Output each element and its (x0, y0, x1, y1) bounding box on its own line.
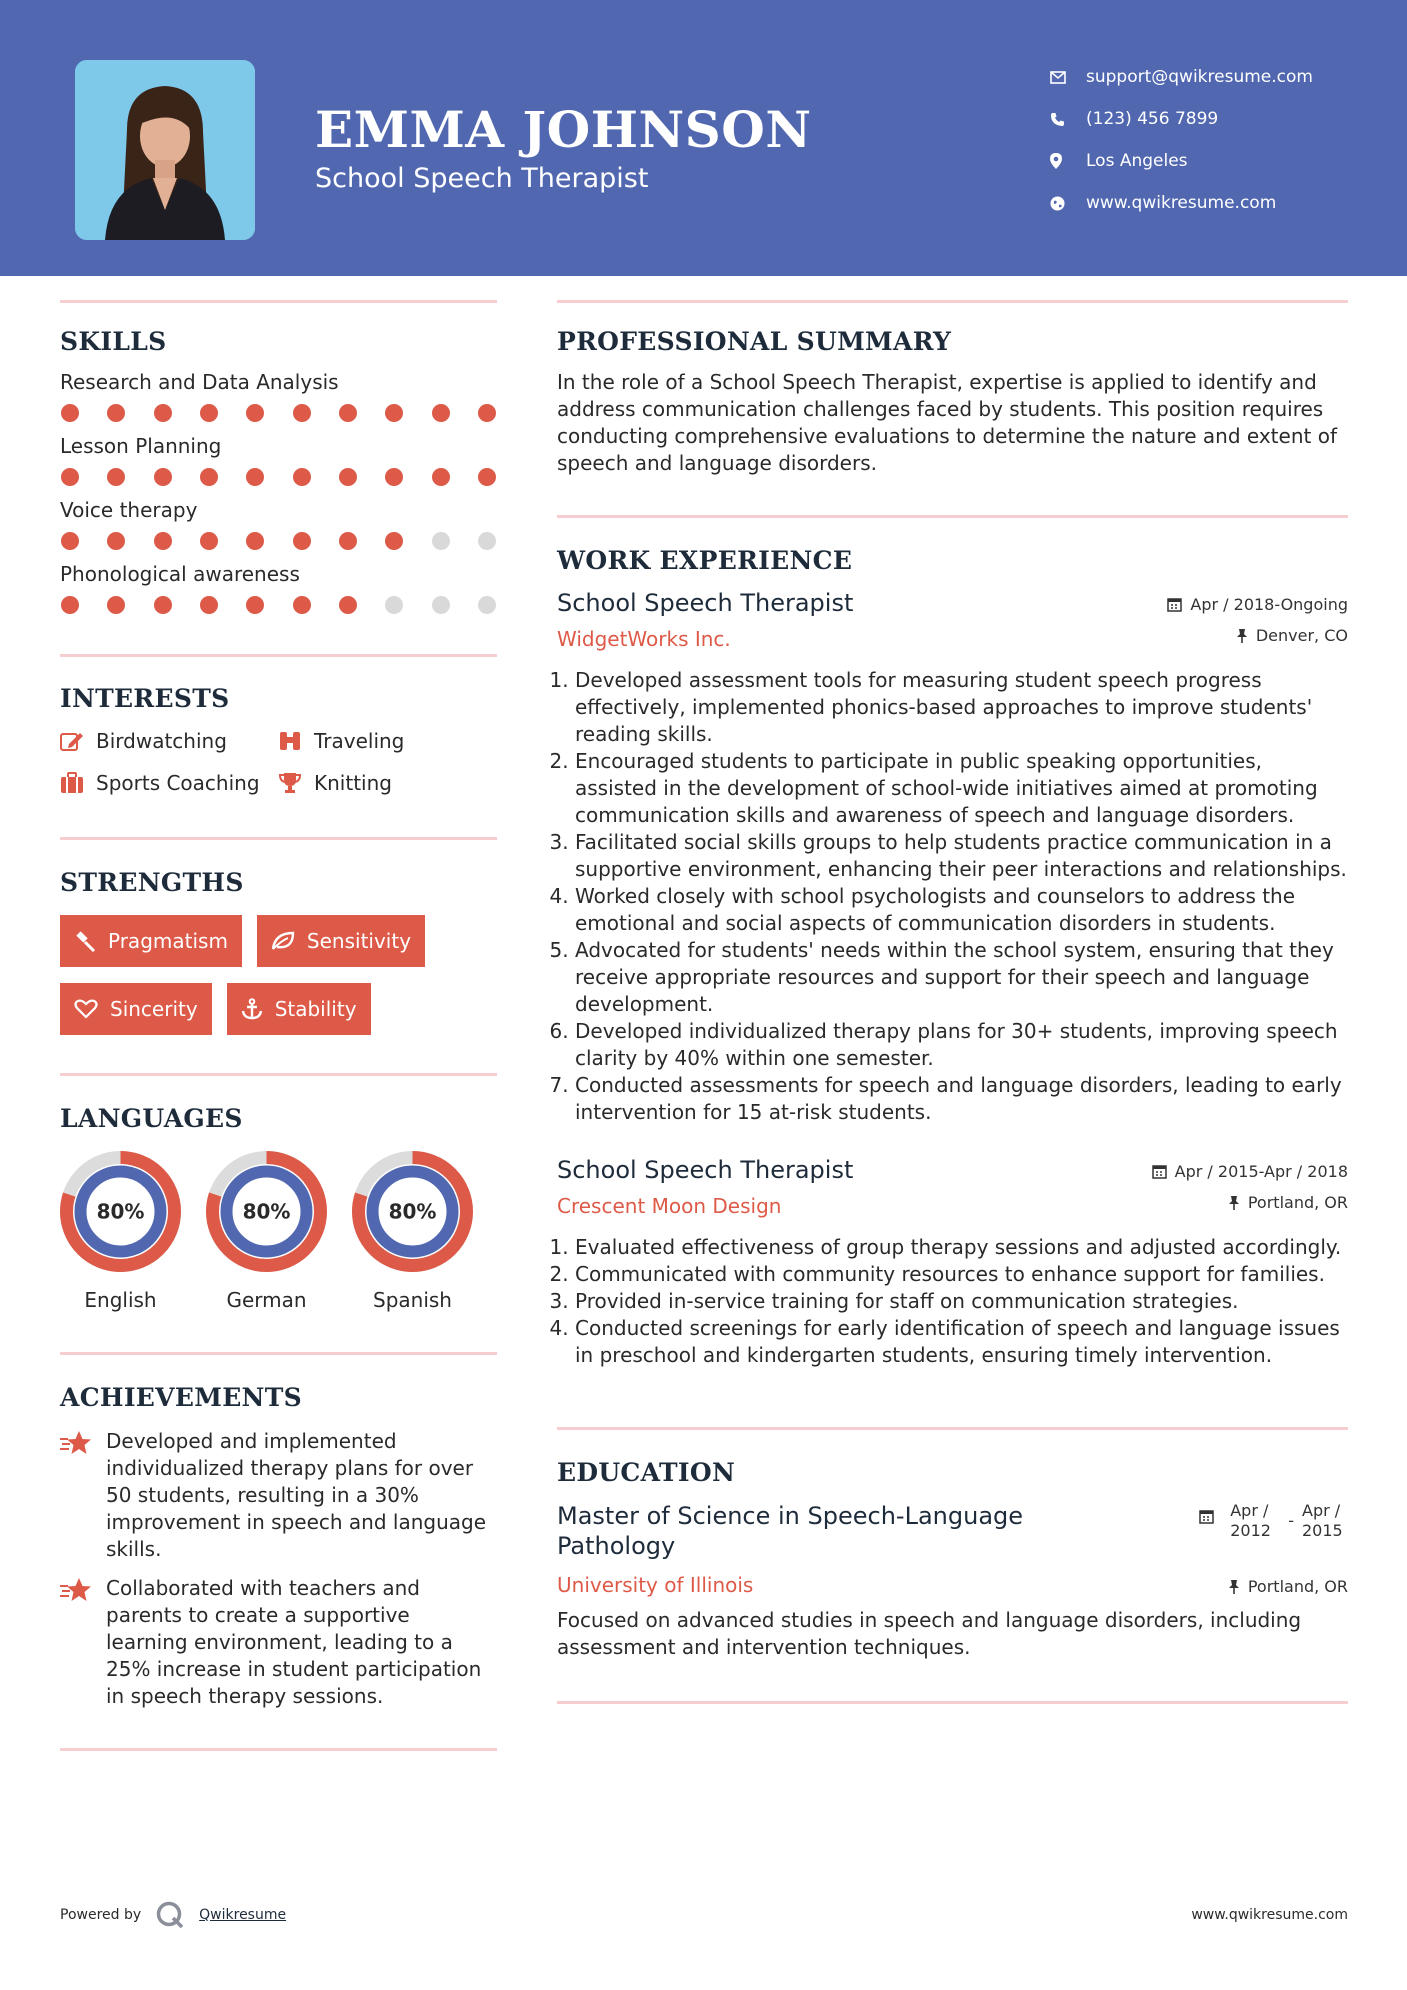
languages-list (60, 1151, 497, 1312)
education-header (557, 1501, 1348, 1561)
footer (60, 1900, 1348, 1930)
list-item: 2. Communicated with community resources to enhance support for families. (575, 1261, 1348, 1288)
rating-dot-filled (107, 404, 125, 422)
rating-dot-filled (246, 404, 264, 422)
strengths-title: STRENGTHS (60, 868, 244, 897)
strength-tag (60, 983, 212, 1035)
strength-label: Stability (274, 997, 357, 1021)
powered-by (60, 1900, 286, 1930)
strength-tag (227, 983, 371, 1035)
achievement-item (60, 1575, 497, 1710)
contact-phone-text: (123) 456 7899 (1086, 109, 1219, 129)
profile-photo (75, 60, 255, 240)
summary-section (557, 327, 1348, 477)
experience-title: WORK EXPERIENCE (557, 546, 853, 575)
pin-icon (1228, 1195, 1240, 1210)
achievement-text: Developed and implemented individualized therapy plans for over 50 students, resulting in a 30% improvement in speech and language skills. (106, 1429, 486, 1561)
rating-dot-filled (154, 468, 172, 486)
rating-dot-filled (385, 468, 403, 486)
avatar (75, 60, 255, 240)
section-divider (60, 654, 497, 657)
rating-dot-filled (339, 532, 357, 550)
job-entry (557, 1156, 1348, 1369)
rating-dot-filled (478, 404, 496, 422)
language-donut (206, 1151, 327, 1272)
rating-dot-filled (154, 532, 172, 550)
rating-dot-filled (478, 468, 496, 486)
education-title: EDUCATION (557, 1458, 736, 1487)
list-item: 4. Worked closely with school psychologists and counselors to address the emotional and social aspects of communication disorders in students. (575, 883, 1348, 937)
job-entry (557, 589, 1348, 1126)
rating-dot-filled (293, 532, 311, 550)
rating-dot-filled (339, 404, 357, 422)
language-name: Spanish (373, 1288, 452, 1312)
job-meta (1152, 1156, 1348, 1218)
job-header (557, 1156, 1348, 1218)
language-item (60, 1151, 181, 1312)
education-start: Apr / 2012 (1230, 1501, 1271, 1540)
interests-list (60, 729, 497, 795)
resume-header (0, 0, 1407, 276)
skill-rating (60, 468, 497, 486)
rating-dot-filled (200, 596, 218, 614)
skill-rating (60, 404, 497, 422)
rating-dot-filled (200, 404, 218, 422)
rating-dot-filled (432, 468, 450, 486)
rating-dot-filled (339, 468, 357, 486)
rating-dot-filled (200, 532, 218, 550)
language-percent: 80% (242, 1199, 291, 1224)
job-dates: Apr / 2015-Apr / 2018 (1174, 1162, 1348, 1181)
education-description: Focused on advanced studies in speech and language disorders, including assessment and intervention techniques. (557, 1608, 1302, 1659)
list-item: 4. Conducted screenings for early identification of speech and language issues in preschool and kindergarten students, ensuring timely intervention. (575, 1315, 1348, 1369)
rating-dot-filled (107, 468, 125, 486)
job-header (557, 589, 1348, 651)
language-donut (352, 1151, 473, 1272)
section-divider (60, 1073, 497, 1076)
skill-rating (60, 532, 497, 550)
anchor-icon (241, 998, 263, 1020)
rating-dot-empty (432, 532, 450, 550)
star-icon (60, 1428, 106, 1563)
rating-dot-empty (478, 596, 496, 614)
rating-dot-filled (154, 596, 172, 614)
list-item: 1. Developed assessment tools for measuring student speech progress effectively, implemented phonics-based approaches to improve students' reading skills. (575, 667, 1348, 748)
calendar-icon (1199, 1509, 1214, 1524)
rating-dot-filled (61, 468, 79, 486)
rating-dot-empty (385, 596, 403, 614)
powered-by-label: Powered by (60, 1907, 142, 1923)
list-item: 2. Encouraged students to participate in public speaking opportunities, assisted in the development of school-wide initiatives aimed at promoting communication skills and awareness of speech and language disorders. (575, 748, 1348, 829)
rating-dot-empty (432, 596, 450, 614)
skill-name: Phonological awareness (60, 562, 300, 586)
education-dates (1199, 1501, 1348, 1561)
strength-label: Sincerity (110, 997, 198, 1021)
language-item (206, 1151, 327, 1312)
rating-dot-filled (385, 404, 403, 422)
right-column (557, 300, 1348, 1704)
education-location: Portland, OR (1247, 1577, 1348, 1596)
phone-icon (1050, 112, 1086, 127)
briefcase-icon (60, 772, 84, 794)
list-item: 3. Provided in-service training for staff on communication strategies. (575, 1288, 1348, 1315)
section-divider (557, 1701, 1348, 1704)
rating-dot-filled (246, 468, 264, 486)
brand-link[interactable]: Qwikresume (199, 1907, 287, 1923)
section-divider (557, 1427, 1348, 1430)
binoculars-icon (278, 730, 302, 752)
contact-phone[interactable] (1050, 98, 1390, 140)
pin-icon (1236, 628, 1248, 643)
language-name: English (84, 1288, 157, 1312)
strength-tag (60, 915, 242, 967)
rating-dot-filled (200, 468, 218, 486)
contact-website-text: www.qwikresume.com (1086, 193, 1277, 213)
strength-label: Sensitivity (306, 929, 412, 953)
skill-rating (60, 596, 497, 614)
section-divider (60, 300, 497, 303)
rating-dot-filled (293, 596, 311, 614)
rating-dot-filled (339, 596, 357, 614)
rating-dot-filled (61, 596, 79, 614)
summary-text: In the role of a School Speech Therapist, expertise is applied to identify and address communication challenges faced by students. This position requires conducting comprehensive evaluations to determine the nature and extent of speech and language disorders. (557, 370, 1337, 475)
rating-dot-filled (293, 404, 311, 422)
footer-website[interactable]: www.qwikresume.com (1191, 1907, 1348, 1923)
job-bullets (557, 1234, 1348, 1369)
job-title: School Speech Therapist (557, 589, 854, 617)
candidate-role: School Speech Therapist (315, 163, 649, 194)
rating-dot-filled (61, 404, 79, 422)
rating-dot-empty (478, 532, 496, 550)
achievement-item (60, 1428, 497, 1563)
rating-dot-filled (61, 532, 79, 550)
languages-section (60, 1104, 497, 1312)
education-dash: - (1288, 1511, 1294, 1530)
education-section (557, 1458, 1348, 1661)
list-item: 1. Evaluated effectiveness of group therapy sessions and adjusted accordingly. (575, 1234, 1348, 1261)
contact-location (1050, 140, 1390, 182)
interest-label: Traveling (314, 729, 405, 753)
skill-name: Lesson Planning (60, 434, 222, 458)
gavel-icon (74, 930, 96, 952)
interest-label: Birdwatching (96, 729, 227, 753)
contact-list (1050, 56, 1390, 224)
interest-item (278, 771, 497, 795)
interest-label: Sports Coaching (96, 771, 260, 795)
rating-dot-filled (246, 596, 264, 614)
strengths-list (60, 915, 497, 1035)
interest-item (60, 729, 278, 753)
globe-icon (1050, 196, 1086, 211)
rating-dot-filled (107, 532, 125, 550)
summary-title: PROFESSIONAL SUMMARY (557, 327, 952, 356)
school-name: University of Illinois (557, 1573, 754, 1597)
leaf-icon (271, 931, 295, 951)
calendar-icon (1167, 597, 1182, 612)
candidate-name: EMMA JOHNSON (315, 100, 812, 159)
language-item (352, 1151, 473, 1312)
skills-list (60, 370, 497, 614)
rating-dot-filled (154, 404, 172, 422)
job-bullets (557, 667, 1348, 1126)
skill-name: Research and Data Analysis (60, 370, 339, 394)
trophy-icon (278, 772, 302, 794)
qwikresume-logo-icon (155, 1900, 185, 1930)
degree-title: Master of Science in Speech-Language Pathology (557, 1502, 1024, 1560)
contact-location-text: Los Angeles (1086, 151, 1188, 171)
contact-website[interactable] (1050, 182, 1390, 224)
achievements-title: ACHIEVEMENTS (60, 1383, 302, 1412)
section-divider (60, 1748, 497, 1751)
strengths-section (60, 868, 497, 1035)
list-item: 6. Developed individualized therapy plans for 30+ students, improving speech clarity by 40% within one semester. (575, 1018, 1348, 1072)
interest-label: Knitting (314, 771, 392, 795)
education-sub (557, 1565, 1348, 1597)
section-divider (557, 300, 1348, 303)
job-location: Portland, OR (1247, 1193, 1348, 1212)
job-title: School Speech Therapist (557, 1156, 854, 1184)
list-item: 5. Advocated for students' needs within the school system, ensuring that they receive appropriate resources and support for their speech and language development. (575, 937, 1348, 1018)
pin-icon (1228, 1579, 1240, 1594)
skill-name: Voice therapy (60, 498, 198, 522)
achievements-section (60, 1383, 497, 1710)
education-location-row (1228, 1565, 1348, 1597)
achievement-text: Collaborated with teachers and parents to create a supportive learning environment, leading to a 25% increase in student participation in speech therapy sessions. (106, 1576, 482, 1708)
language-percent: 80% (388, 1199, 437, 1224)
skills-section (60, 327, 497, 614)
location-icon (1050, 153, 1086, 169)
heart-icon (74, 999, 98, 1019)
rating-dot-filled (107, 596, 125, 614)
interests-title: INTERESTS (60, 684, 230, 713)
rating-dot-filled (293, 468, 311, 486)
section-divider (60, 1352, 497, 1355)
strength-label: Pragmatism (108, 929, 228, 953)
list-item: 3. Facilitated social skills groups to help students practice communication in a supportive environment, enhancing their peer interactions and relationships. (575, 829, 1348, 883)
language-name: German (226, 1288, 307, 1312)
languages-title: LANGUAGES (60, 1104, 243, 1133)
job-meta (1167, 589, 1348, 651)
star-icon (60, 1575, 106, 1710)
pencil-icon (60, 730, 84, 752)
calendar-icon (1152, 1164, 1167, 1179)
section-divider (557, 515, 1348, 518)
email-icon (1050, 71, 1086, 84)
language-donut (60, 1151, 181, 1272)
language-percent: 80% (96, 1199, 145, 1224)
list-item: 7. Conducted assessments for speech and language disorders, leading to early intervention for 15 at-risk students. (575, 1072, 1348, 1126)
contact-email-text: support@qwikresume.com (1086, 67, 1313, 87)
section-divider (60, 837, 497, 840)
experience-section (557, 546, 1348, 1369)
rating-dot-filled (246, 532, 264, 550)
education-end: Apr / 2015 (1302, 1501, 1343, 1540)
interest-item (60, 771, 278, 795)
job-company: WidgetWorks Inc. (557, 627, 731, 651)
skills-title: SKILLS (60, 327, 167, 356)
interest-item (278, 729, 497, 753)
job-dates: Apr / 2018-Ongoing (1190, 595, 1348, 614)
rating-dot-filled (432, 404, 450, 422)
strength-tag (257, 915, 425, 967)
left-column (60, 300, 497, 1751)
job-location: Denver, CO (1255, 626, 1348, 645)
rating-dot-filled (385, 532, 403, 550)
interests-section (60, 684, 497, 795)
contact-email[interactable] (1050, 56, 1390, 98)
job-company: Crescent Moon Design (557, 1194, 782, 1218)
